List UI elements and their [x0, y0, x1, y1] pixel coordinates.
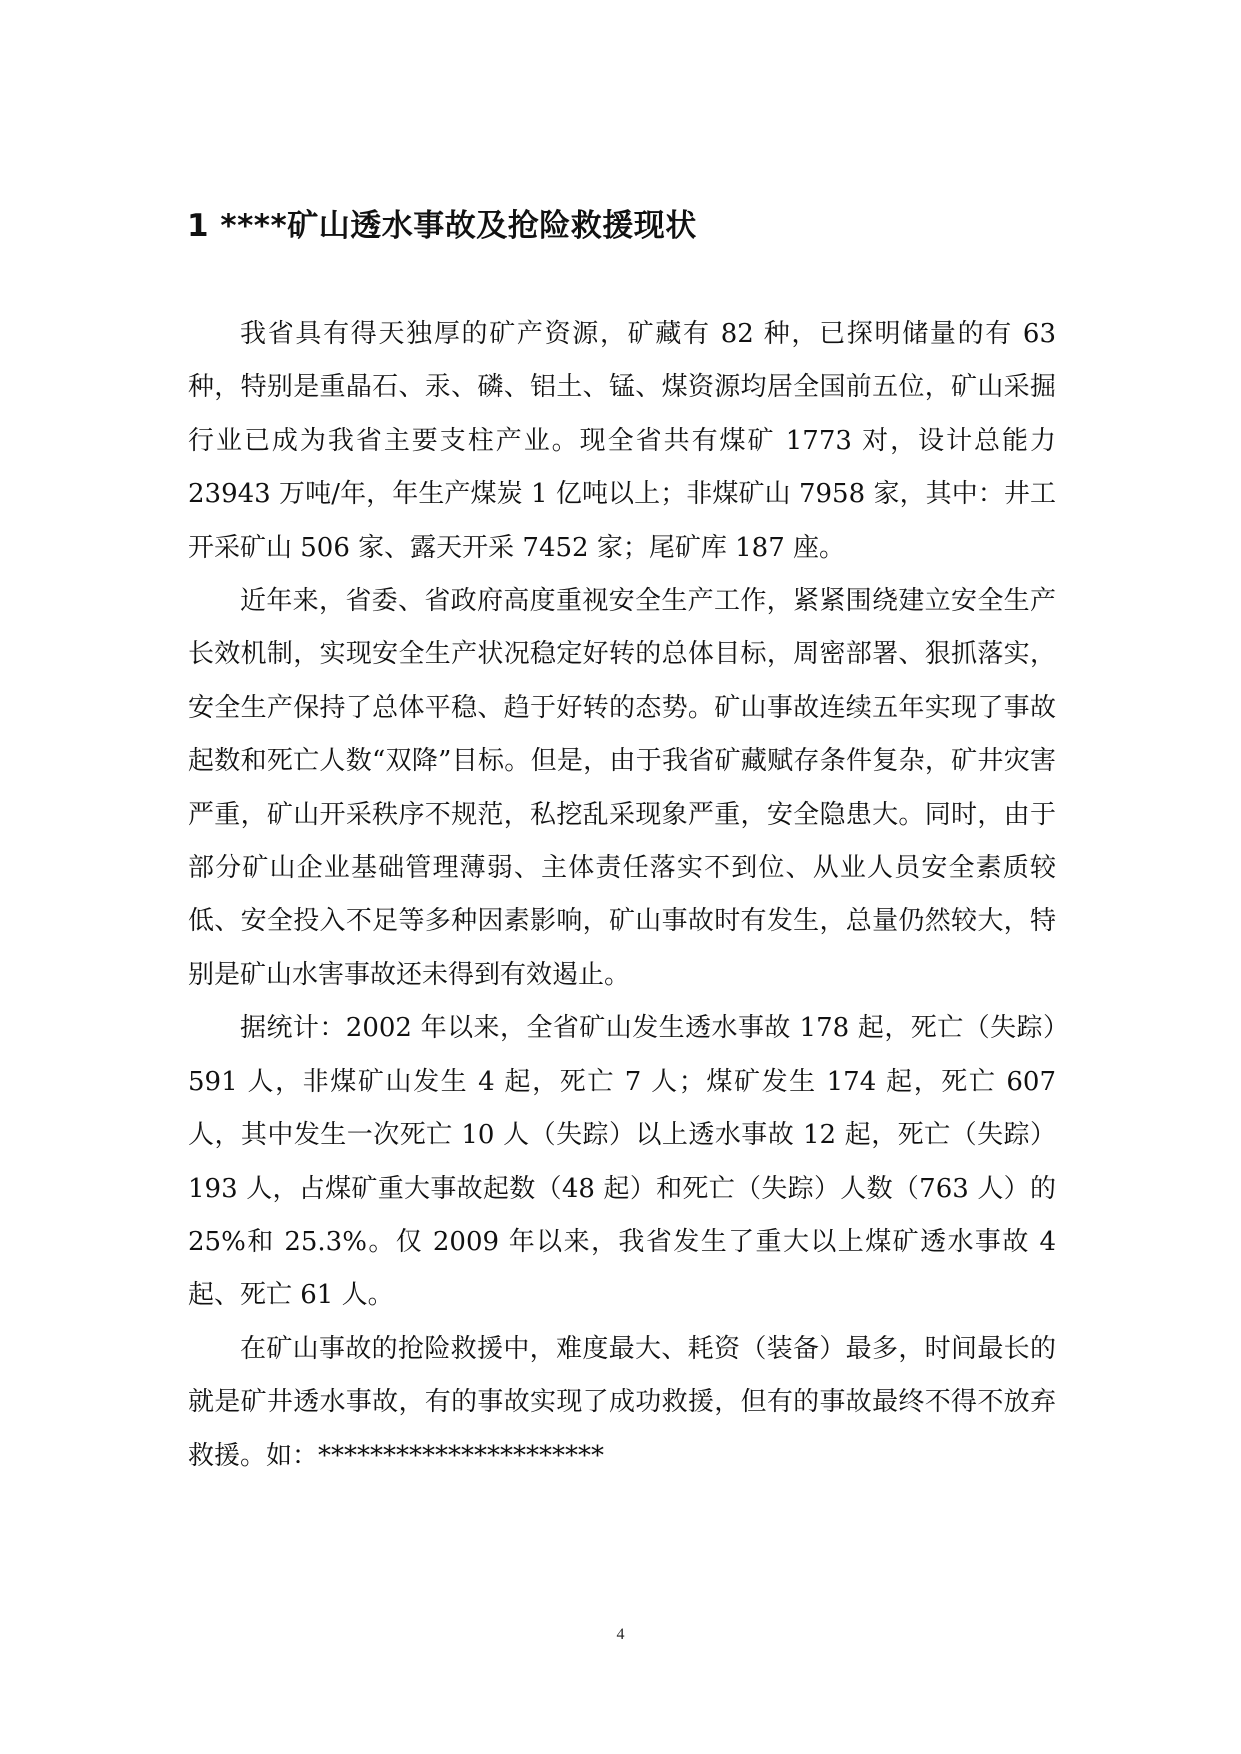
paragraph-rescue: 在矿山事故的抢险救援中，难度最大、耗资（装备）最多，时间最长的就是矿井透水事故，有的事故实现了成功救援，但有的事故最终不得不放弃救援。如：**********************: [188, 1333, 1056, 1471]
paragraph-statistics: 据统计：2002 年以来，全省矿山发生透水事故 178 起，死亡（失踪）591 人，非煤矿山发生 4 起，死亡 7 人；煤矿发生 174 起，死亡 607 人，其中发生一次死亡 10 人（失踪）以上透水事故 12 起，死亡（失踪）193 人，占煤矿重大事故起数（48 起）和死亡（失踪）人数（763 人）的 25%和 25.3%。仅 2009 年以来，我省发生了重大以上煤矿透水事故 4 起、死亡 61 人。: [188, 1013, 1056, 1311]
page-number: 4: [616, 1626, 625, 1643]
paragraph-resources: 我省具有得天独厚的矿产资源，矿藏有 82 种，已探明储量的有 63 种，特别是重晶石、汞、磷、铝土、锰、煤资源均居全国前五位，矿山采掘行业已成为我省主要支柱产业。现全省共有煤矿 1773 对，设计总能力 23943 万吨/年，年生产煤炭 1 亿吨以上；非煤矿山 7958 家，其中：井工开采矿山 506 家、露天开采 7452 家；尾矿库 187 座。: [188, 319, 1056, 563]
paragraph-safety-status: 近年来，省委、省政府高度重视安全生产工作，紧紧围绕建立安全生产长效机制，实现安全生产状况稳定好转的总体目标，周密部署、狠抓落实，安全生产保持了总体平稳、趋于好转的态势。矿山事故连续五年实现了事故起数和死亡人数“双降”目标。但是，由于我省矿藏赋存条件复杂，矿井灾害严重，矿山开采秩序不规范，私挖乱采现象严重，安全隐患大。同时，由于部分矿山企业基础管理薄弱、主体责任落实不到位、从业人员安全素质较低、安全投入不足等多种因素影响，矿山事故时有发生，总量仍然较大，特别是矿山水害事故还未得到有效遏止。: [188, 586, 1056, 990]
body-text: [188, 308, 1056, 1483]
section-heading: 1 ****矿山透水事故及抢险救援现状: [187, 208, 697, 244]
